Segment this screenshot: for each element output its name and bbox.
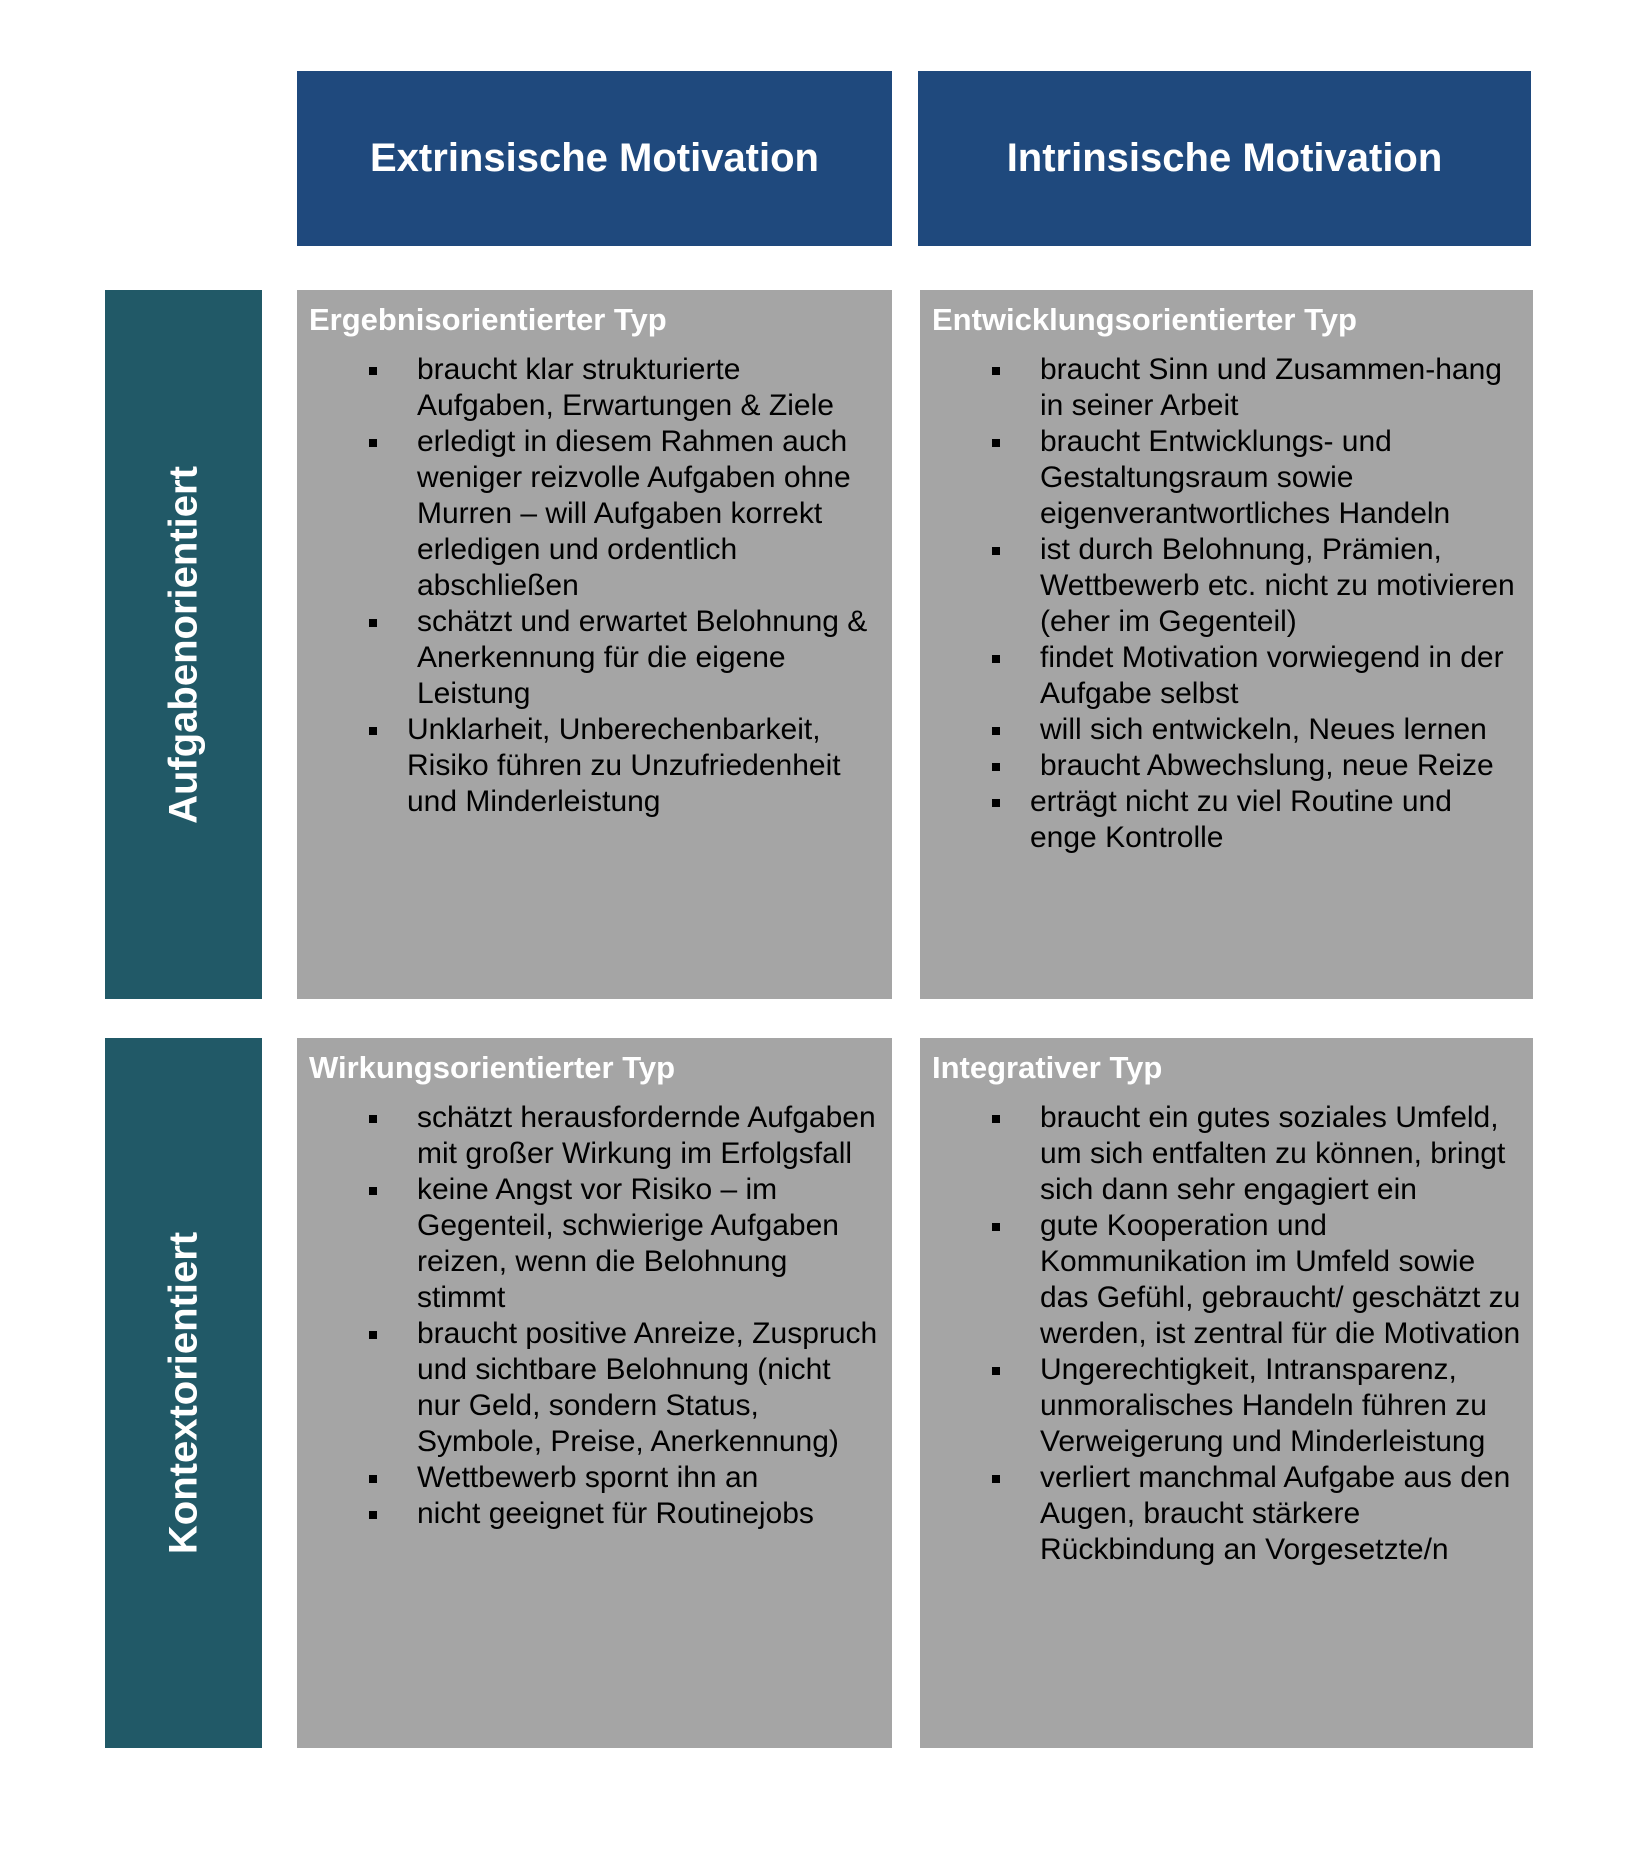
list-item-text: Unklarheit, Unberechenbarkeit, Risiko führen zu Unzufriedenheit und Minderleistung (407, 713, 841, 818)
row-label-text: Aufgabenorientiert (161, 465, 205, 824)
list-item-text: keine Angst vor Risiko – im Gegenteil, schwierige Aufgaben reizen, wenn die Belohnung stimmt (417, 1173, 839, 1314)
bullet-icon (369, 1187, 377, 1195)
list-item (932, 532, 1523, 640)
bullet-icon (992, 655, 1000, 663)
bullet-icon (992, 727, 1000, 735)
bullet-icon (369, 1331, 377, 1339)
list-item (309, 1316, 882, 1460)
list-item-text: braucht positive Anreize, Zuspruch und sichtbare Belohnung (nicht nur Geld, sondern Status, Symbole, Preise, Anerkennung) (417, 1317, 878, 1458)
list-item (309, 1172, 882, 1316)
cell-result-oriented (297, 290, 892, 999)
cell-impact-oriented (297, 1038, 892, 1748)
row-label-text: Kontextorientiert (161, 1231, 205, 1555)
cell-title: Ergebnisorientierter Typ (309, 302, 667, 337)
cell-development-oriented (920, 290, 1533, 999)
list-item (309, 1100, 882, 1172)
list-item (932, 748, 1523, 784)
list-item-text: findet Motivation vorwiegend in der Aufgabe selbst (1040, 641, 1504, 710)
bullet-list (309, 352, 882, 820)
list-item (309, 1460, 882, 1496)
bullet-icon (369, 439, 377, 447)
bullet-icon (992, 1367, 1000, 1375)
list-item (309, 604, 882, 712)
bullet-icon (992, 763, 1000, 771)
bullet-icon (369, 619, 377, 627)
cell-title: Integrativer Typ (932, 1050, 1163, 1085)
list-item-text: braucht Abwechslung, neue Reize (1040, 749, 1494, 782)
list-item-text: braucht klar strukturierte Aufgaben, Erwartungen & Ziele (417, 353, 834, 422)
bullet-icon (369, 1475, 377, 1483)
bullet-icon (992, 367, 1000, 375)
bullet-list (309, 1100, 882, 1532)
list-item (932, 784, 1523, 856)
list-item (932, 1352, 1523, 1460)
row-label-context (105, 1038, 262, 1748)
bullet-icon (992, 799, 1000, 807)
bullet-icon (369, 1115, 377, 1123)
list-item-text: Ungerechtigkeit, Intransparenz, unmoralisches Handeln führen zu Verweigerung und Minderleistung (1040, 1353, 1487, 1458)
list-item (932, 1460, 1523, 1568)
bullet-icon (369, 727, 377, 735)
bullet-icon (992, 547, 1000, 555)
cell-title: Entwicklungsorientierter Typ (932, 302, 1357, 337)
list-item-text: verliert manchmal Aufgabe aus den Augen, braucht stärkere Rückbindung an Vorgesetzte/n (1040, 1461, 1511, 1566)
list-item-text: gute Kooperation und Kommunikation im Umfeld sowie das Gefühl, gebraucht/ geschätzt zu werden, ist zentral für die Motivation (1040, 1209, 1521, 1350)
list-item (932, 712, 1523, 748)
bullet-list (932, 352, 1523, 856)
list-item (309, 712, 882, 820)
list-item-text: erträgt nicht zu viel Routine und enge Kontrolle (1030, 785, 1452, 854)
bullet-icon (369, 1511, 377, 1519)
list-item (932, 1208, 1523, 1352)
list-item-text: Wettbewerb spornt ihn an (417, 1461, 759, 1494)
bullet-list (932, 1100, 1523, 1568)
list-item (309, 352, 882, 424)
cell-integrative (920, 1038, 1533, 1748)
bullet-icon (992, 439, 1000, 447)
list-item (932, 1100, 1523, 1208)
list-item-text: nicht geeignet für Routinejobs (417, 1497, 814, 1530)
bullet-icon (992, 1115, 1000, 1123)
list-item (932, 352, 1523, 424)
column-header-intrinsic: Intrinsische Motivation (918, 71, 1531, 246)
list-item-text: braucht Sinn und Zusammen-hang in seiner Arbeit (1040, 353, 1502, 422)
list-item-text: braucht ein gutes soziales Umfeld, um sich entfalten zu können, bringt sich dann sehr engagiert ein (1040, 1101, 1506, 1206)
list-item-text: schätzt und erwartet Belohnung & Anerkennung für die eigene Leistung (417, 605, 868, 710)
list-item-text: erledigt in diesem Rahmen auch weniger reizvolle Aufgaben ohne Murren – will Aufgaben korrekt erledigen und ordentlich abschließen (417, 425, 851, 602)
cell-title: Wirkungsorientierter Typ (309, 1050, 676, 1085)
list-item (932, 640, 1523, 712)
bullet-icon (369, 367, 377, 375)
list-item (309, 1496, 882, 1532)
list-item (309, 424, 882, 604)
list-item (932, 424, 1523, 532)
list-item-text: ist durch Belohnung, Prämien, Wettbewerb etc. nicht zu motivieren (eher im Gegenteil) (1040, 533, 1515, 638)
column-header-extrinsic: Extrinsische Motivation (297, 71, 892, 246)
bullet-icon (992, 1223, 1000, 1231)
list-item-text: schätzt herausfordernde Aufgaben mit großer Wirkung im Erfolgsfall (417, 1101, 876, 1170)
row-label-task (105, 290, 262, 999)
bullet-icon (992, 1475, 1000, 1483)
list-item-text: braucht Entwicklungs- und Gestaltungsraum sowie eigenverantwortliches Handeln (1040, 425, 1451, 530)
list-item-text: will sich entwickeln, Neues lernen (1040, 713, 1487, 746)
